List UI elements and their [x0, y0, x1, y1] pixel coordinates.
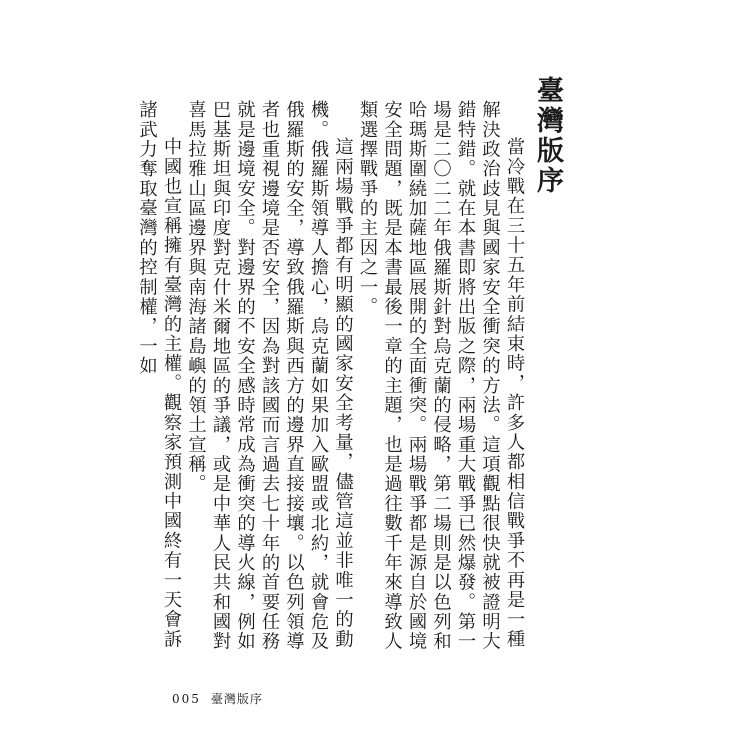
paragraph-1: 當冷戰在三十五年前結束時，許多人都相信戰爭不再是一種解決政治歧見與國家安全衝突的方法。這項觀點很快就被證明大錯特錯。就在本書即將出版之際，兩場重大戰爭已然爆發。第一場是二〇二二年俄羅斯針對烏克蘭的侵略，第二場則是以色列和哈瑪斯圍繞加薩地區展開的全面衝突。兩場戰爭都是源自於國境安全問題，既是本書最後一章的主題，也是過往數千年來導致人類選擇戰爭的主因之一。	[357, 100, 525, 652]
chapter-title: 臺灣版序	[532, 76, 563, 196]
running-title: 臺灣版序	[210, 692, 263, 706]
page-footer	[172, 690, 263, 707]
paragraph-2: 這兩場戰爭都有明顯的國家安全考量，儘管這並非唯一的動機。俄羅斯領導人擔心，烏克蘭如果加入歐盟或北約，就會危及俄羅斯的安全，導致俄羅斯與西方的邊界直接接壤。以色列領導者也重視邊境是否安全，因為對該國而言過去七十年的首要任務就是邊境安全。對邊界的不安全感時常成為衝突的導火線，例如巴基斯坦與印度對克什米爾地區的爭議，或是中華人民共和國對喜馬拉雅山區邊界與南海諸島嶼的領土宣稱。	[185, 100, 354, 652]
body-text	[136, 100, 526, 660]
page-number: 005	[172, 692, 201, 706]
paragraph-3: 中國也宣稱擁有臺灣的主權。觀察家預測中國終有一天會訴諸武力奪取臺灣的控制權，一如	[136, 100, 182, 649]
